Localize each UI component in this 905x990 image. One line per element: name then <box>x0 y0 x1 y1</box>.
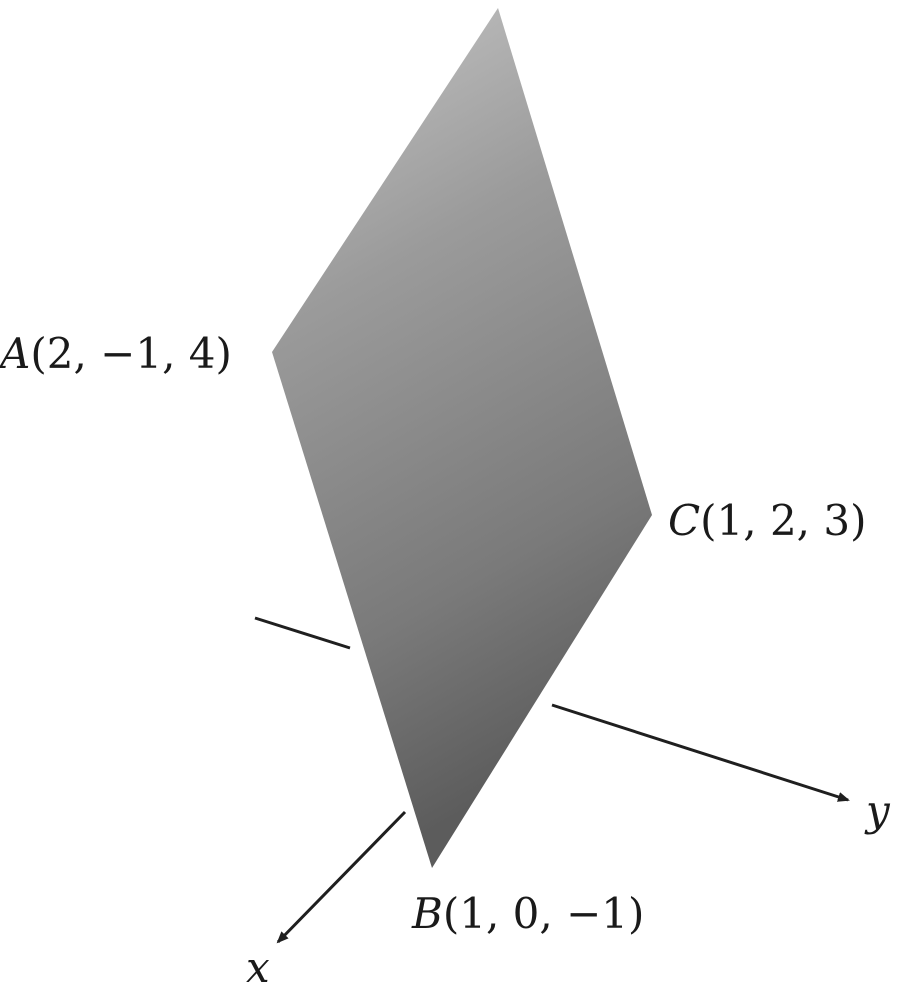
point-b-coords: (1, 0, −1) <box>442 889 645 938</box>
x-axis <box>278 812 405 942</box>
y-axis-back-segment <box>255 618 350 648</box>
point-c-coords: (1, 2, 3) <box>700 496 867 545</box>
point-a-label <box>0 329 232 378</box>
point-c-name: C <box>668 496 701 545</box>
point-b-name: B <box>412 889 443 938</box>
y-axis-label: y <box>866 786 890 835</box>
point-b-label <box>411 889 644 938</box>
parallelogram-surface <box>272 8 652 868</box>
y-axis <box>552 705 848 800</box>
point-c-label <box>668 496 866 545</box>
point-a-coords: (2, −1, 4) <box>30 329 232 378</box>
point-a-name: A <box>0 329 31 378</box>
x-axis-label: x <box>246 943 270 990</box>
